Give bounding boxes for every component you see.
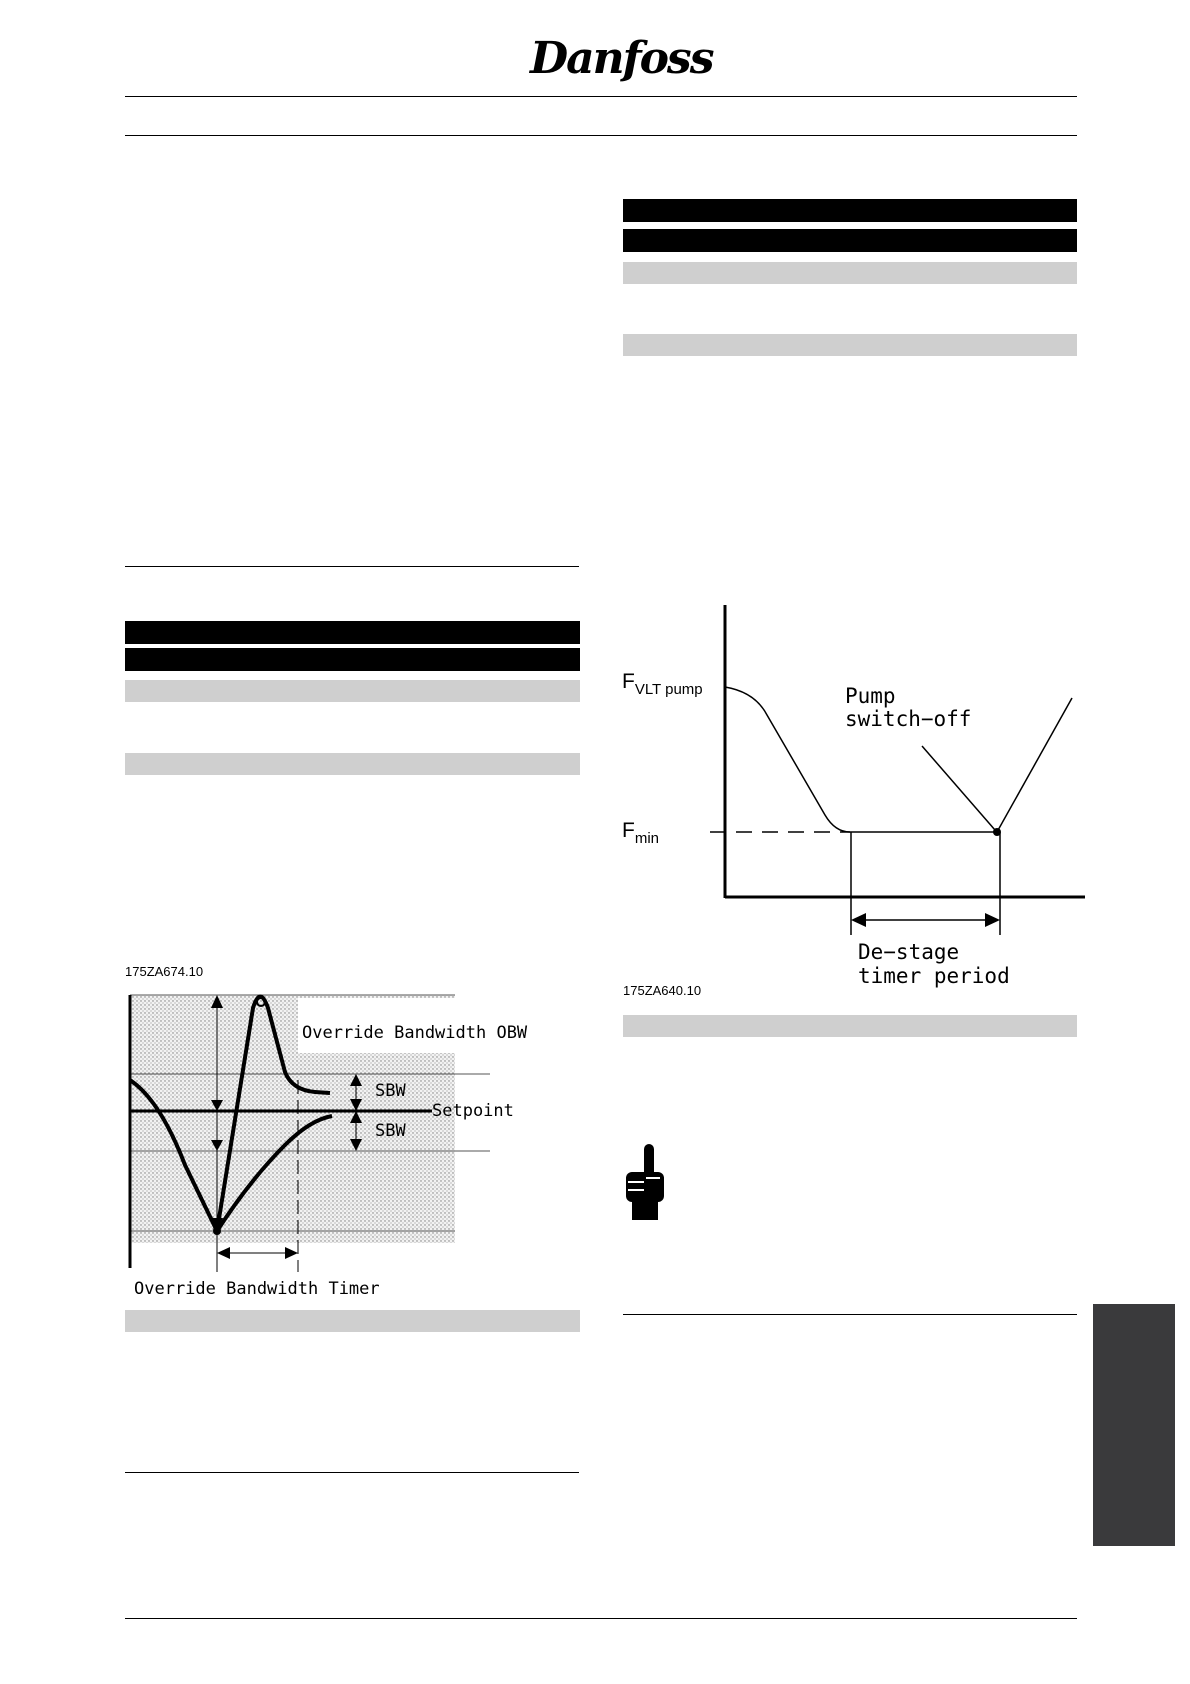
sbw-lower-label: SBW [375,1121,406,1141]
pump-switch-off-label-line2: switch−off [845,707,972,731]
f-min-label: $F_{min}$ [622,819,659,847]
setpoint-label: Setpoint [432,1101,514,1121]
curve-low-marker [213,1227,221,1235]
frequency-ramp-down-curve [725,687,850,832]
right-function-bar [623,334,1077,356]
header-rule-top [125,96,1077,97]
right-section-divider [623,1314,1077,1315]
destage-arrow-left [851,913,866,927]
danfoss-logo: Danfoss [530,33,713,84]
right-figure-code: 175ZA640.10 [623,983,702,998]
right-parameter-title-bar [623,199,1077,222]
left-section-divider-1 [125,566,579,567]
right-description-bar [623,1015,1077,1037]
timer-arrow-left [217,1247,230,1259]
destage-arrow-right [985,913,1000,927]
destage-timer-diagram [615,600,1090,995]
chapter-side-tab [1093,1304,1175,1546]
pointing-hand-icon [622,1142,672,1222]
destage-label-line1: De−stage [858,940,960,964]
right-value-bar [623,262,1077,284]
sbw-upper-label: SBW [375,1081,406,1101]
frequency-ramp-up-line [997,698,1072,832]
obw-label: Override Bandwidth OBW [302,1023,528,1043]
footer-rule [125,1618,1077,1619]
timer-arrow-right [285,1247,298,1259]
left-section-divider-2 [125,1472,579,1473]
left-value-bar [125,680,580,702]
pump-switch-off-label-line1: Pump [845,684,896,708]
right-parameter-title-bar-2 [623,229,1077,252]
override-bandwidth-diagram [120,980,590,1300]
left-parameter-title-bar [125,621,580,644]
left-parameter-title-bar-2 [125,648,580,671]
switch-off-pointer [922,746,995,830]
header-rule-bottom [125,135,1077,136]
left-figure-code: 175ZA674.10 [125,964,204,979]
destage-label-line2: timer period [858,964,1010,988]
timer-label: Override Bandwidth Timer [134,1279,380,1299]
left-function-bar [125,753,580,775]
f-vlt-pump-label: $F_{VLT pump}$ [622,670,703,698]
left-description-bar [125,1310,580,1332]
